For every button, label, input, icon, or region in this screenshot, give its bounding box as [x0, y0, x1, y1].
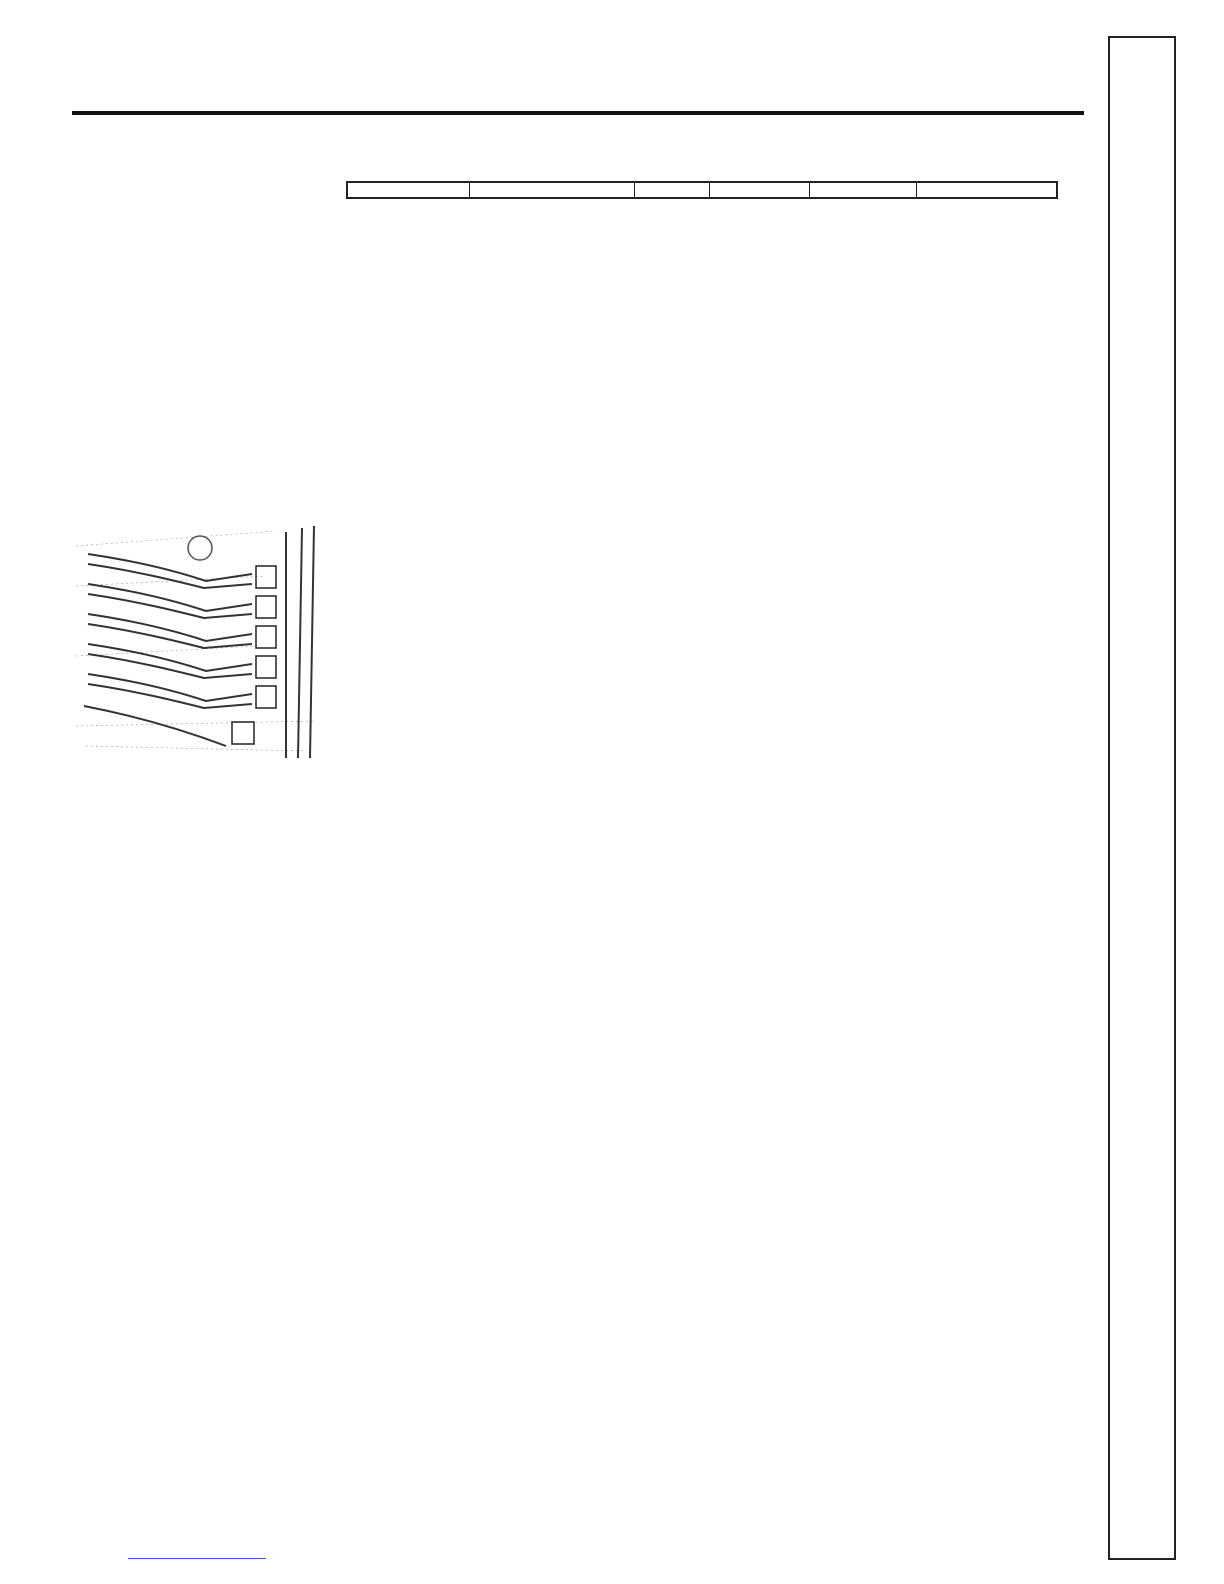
header-first-side	[709, 182, 809, 198]
bottom-line	[128, 1558, 266, 1559]
section-tabs	[1108, 36, 1176, 1560]
table-header-row	[347, 182, 1057, 198]
header-food	[347, 182, 469, 198]
header-second-side	[809, 182, 916, 198]
header-rule	[72, 111, 1084, 115]
rack-positions-illustration	[76, 526, 318, 758]
header-comments	[916, 182, 1057, 198]
broiling-guide-table	[346, 181, 1056, 199]
header-rack	[634, 182, 709, 198]
header-quantity	[469, 182, 634, 198]
